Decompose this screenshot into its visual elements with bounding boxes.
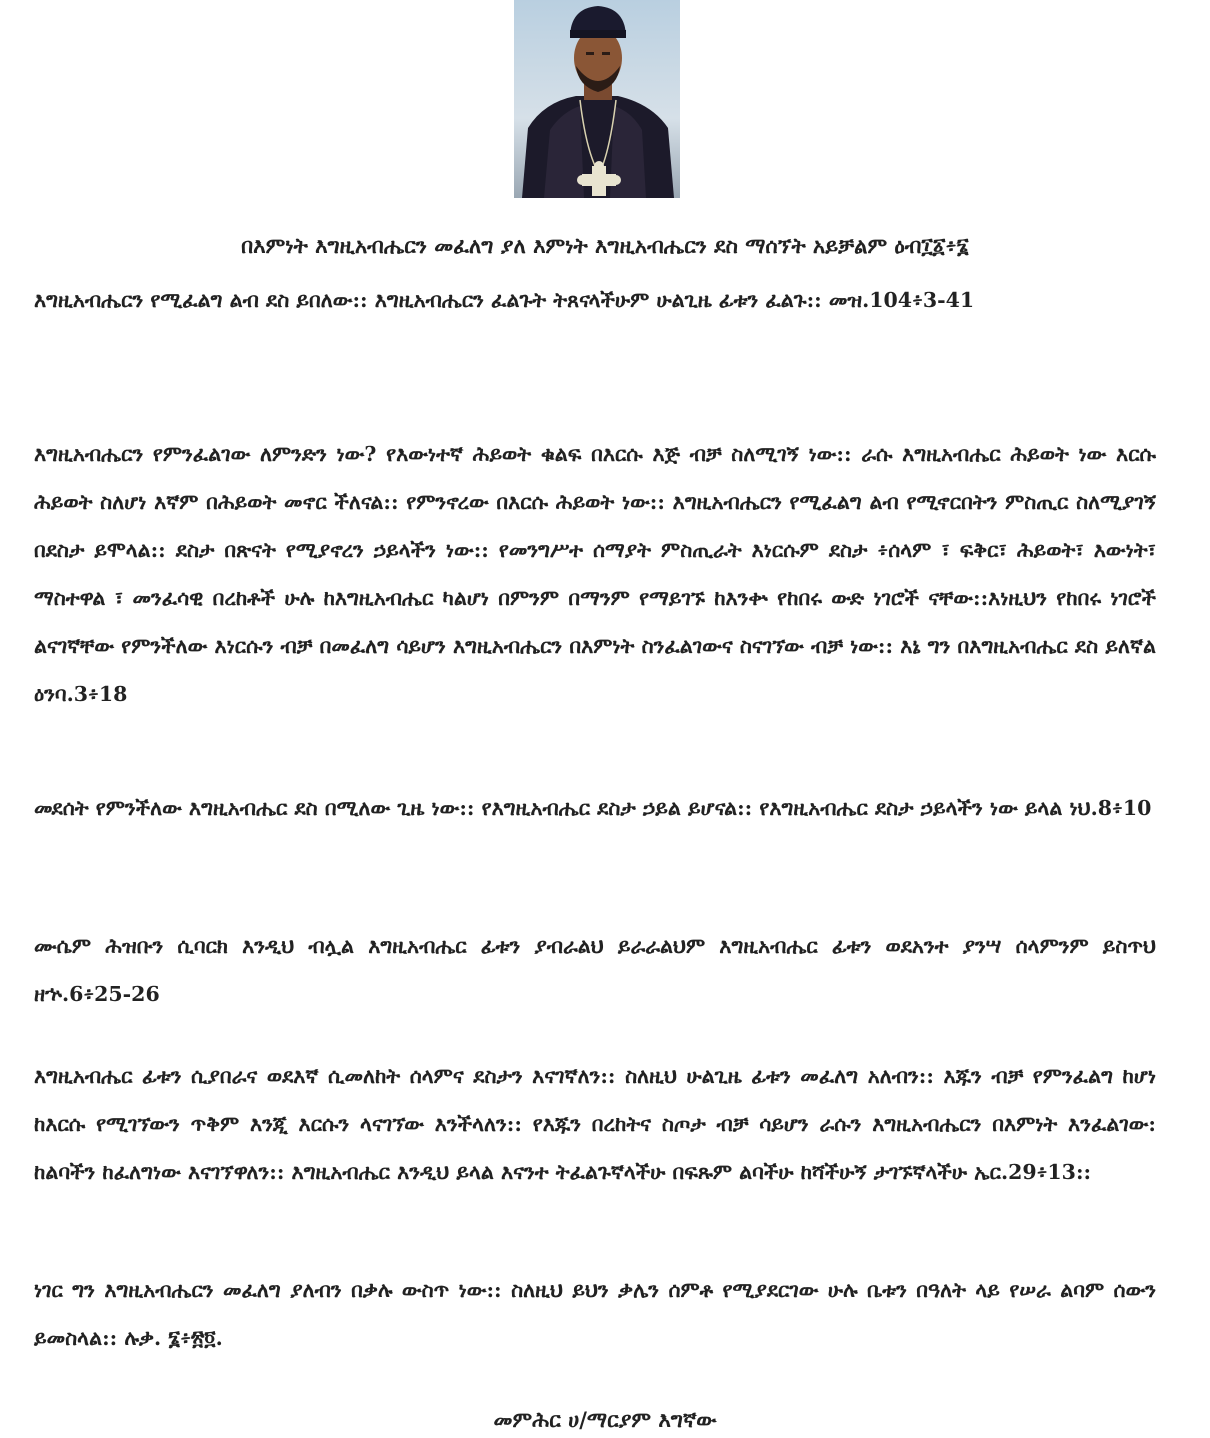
- paragraph-1: እግዚአብሔርን የሚፈልግ ልብ ደስ ይበለው:: እግዚአብሔርን ፈልጉት ትጸናላችሁም ሁልጊዜ ፊቱን ፈልጉ:: መዝ.104፥3-41: [34, 288, 975, 312]
- author-photo: [514, 0, 680, 198]
- document-title: በእምነት እግዚአብሔርን መፈለግ ያለ እምነት እግዚአብሔርን ደስ ማሰኘት አይቻልም ዕብ፲፩፥፮: [241, 233, 969, 258]
- portrait-photo-icon: [514, 0, 680, 198]
- author-signature: መምሕር ሀ/ማርያም እግኛው: [493, 1407, 717, 1432]
- paragraph-4: ሙሴም ሕዝቡን ሲባርክ እንዲህ ብሏል እግዚአብሔር ፊቱን ያብራልህ ይራራልህም እግዚአብሔር ፊቱን ወደአንተ ያንሣ ሰላምንም ይስጥህ ዘኍ.6፥25-26: [34, 934, 1156, 1006]
- paragraph-5: እግዚአብሔር ፊቱን ሲያበራና ወደእኛ ሲመለከት ሰላምና ደስታን እናገኛለን:: ስለዚህ ሁልጊዜ ፊቱን መፈለግ አለብን:: እጁን ብቻ የምንፈልግ ከሆነ ከእርሱ የሚገኘውን ጥቅም እንጂ እርሱን ላናገኘው እንችላለን:: የእጁን በረከትና ስጦታ ብቻ ሳይሆን ራሱን እግዚአብሔርን በእምነት እንፈልገው: ከልባችን ከፈለግነው እናገኘዋለን:: እግዚአብሔር እንዲህ ይላል እናንተ ትፈልጉኛላችሁ በፍጹም ልባችሁ ከሻችሁኝ ታገኙኛላችሁ ኤር.29፥13::: [34, 1064, 1156, 1184]
- paragraph-2: እግዚአብሔርን የምንፈልገው ለምንድን ነው? የእውነተኛ ሕይወት ቁልፍ በእርሱ እጅ ብቻ ስለሚገኝ ነው:: ራሱ እግዚአብሔር ሕይወት ነው እርሱ ሕይወት ስለሆነ እኛም በሕይወት መኖር ችለናል:: የምንኖረው በእርሱ ሕይወት ነው:: እግዚአብሔርን የሚፈልግ ልብ የሚኖርበትን ምስጢር ስለሚያገኝ በደስታ ይሞላል:: ደስታ በጽናት የሚያኖረን ኃይላችን ነው:: የመንግሥተ ሰማያት ምስጢራት እነርሱም ደስታ ፥ሰላም ፣ ፍቅር፣ ሕይወት፣ እውነት፣ ማስተዋል ፣ መንፈሳዊ በረከቶች ሁሉ ከእግዚአብሔር ካልሆነ በምንም በማንም የማይገኙ ከእንቍ የከበሩ ውድ ነገሮች ናቸው::እነዚህን የከበሩ ነገሮች ልናገኛቸው የምንችለው እነርሱን ብቻ በመፈለግ ሳይሆን እግዚአብሔርን በእምነት ስንፈልገውና ስናገኘው ብቻ ነው:: እኔ ግን በእግዚአብሔር ደስ ይለኛል ዕንባ.3፥18: [34, 442, 1156, 706]
- paragraph-6: ነገር ግን እግዚአብሔርን መፈለግ ያለብን በቃሉ ውስጥ ነው:: ስለዚህ ይህን ቃሌን ሰምቶ የሚያደርገው ሁሉ ቤቱን በዓለት ላይ የሠራ ልባም ሰውን ይመስላል:: ሉቃ. ፮፥፳፬.: [34, 1278, 1156, 1350]
- paragraph-3: መደሰት የምንችለው እግዚአብሔር ደስ በሚለው ጊዜ ነው:: የእግዚአብሔር ደስታ ኃይል ይሆናል:: የእግዚአብሔር ደስታ ኃይላችን ነው ይላል ነህ.8፥10: [34, 796, 1152, 820]
